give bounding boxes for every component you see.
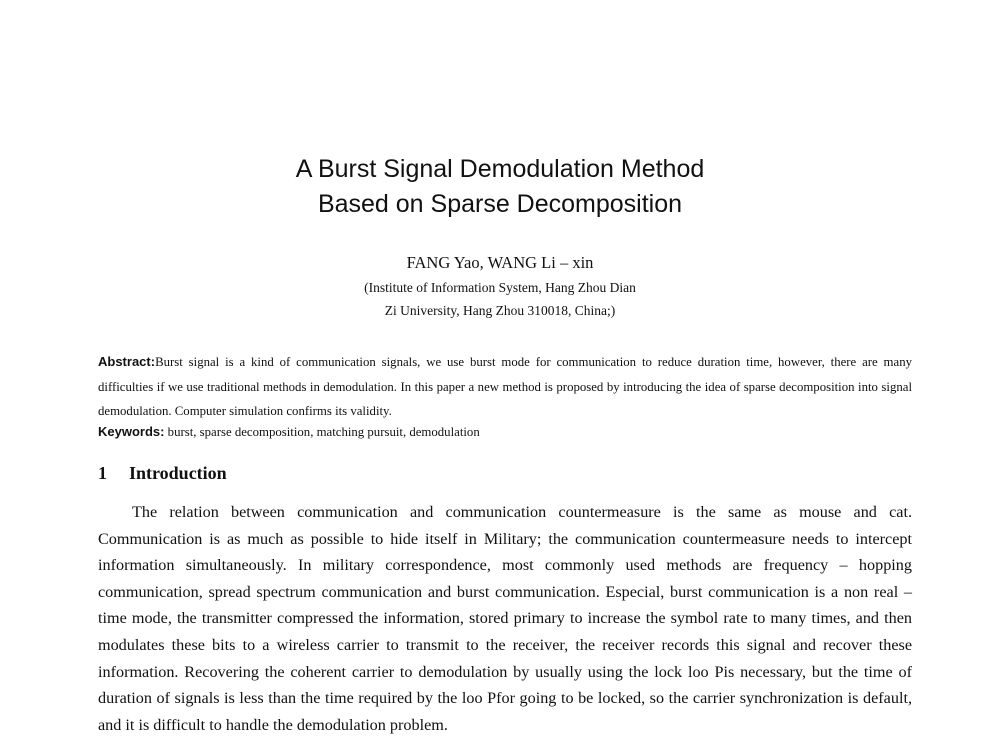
paper-title	[0, 152, 1000, 222]
affiliation	[0, 276, 1000, 322]
section-number: 1	[98, 463, 107, 483]
section-heading	[98, 460, 227, 486]
keywords	[98, 420, 912, 444]
title-line-1: A Burst Signal Demodulation Method	[295, 155, 705, 183]
title-line-2: Based on Sparse Decomposition	[317, 190, 683, 218]
abstract-text: Burst signal is a kind of communication signals, we use burst mode for communication to reduce duration time, however, there are many difficulties if we use traditional methods in demodulation. In this paper a new method is proposed by introducing the idea of sparse decomposition into signal demodulation. Computer simulation confirms its validity.	[98, 355, 912, 418]
intro-paragraph: The relation between communication and communication countermeasure is the same as mouse and cat. Communication is as much as possible to hide itself in Military; the communication countermeasure needs to intercept information simultaneously. In military correspondence, most commonly used methods are frequency – hopping communication, spread spectrum communication and burst communication. Especial, burst communication is a non real – time mode, the transmitter compressed the information, stored primary to increase the symbol rate to many times, and then modulates these bits to a wireless carrier to transmit to the receiver, the receiver records this signal and recover these information. Recovering the coherent carrier to demodulation by usually using the lock loo Pis necessary, but the time of duration of signals is less than the time required by the loo Pfor going to be locked, so the carrier synchronization is default, and it is difficult to handle the demodulation problem.	[98, 503, 912, 734]
section-title: Introduction	[129, 463, 227, 483]
affiliation-line-2: Zi University, Hang Zhou 310018, China;)	[384, 303, 616, 318]
abstract-label: Abstract:	[98, 354, 156, 369]
abstract	[98, 350, 912, 424]
keywords-text: burst, sparse decomposition, matching pursuit, demodulation	[164, 425, 480, 439]
authors: FANG Yao, WANG Li – xin	[406, 253, 594, 272]
affiliation-line-1: (Institute of Information System, Hang Zhou Dian	[364, 280, 636, 295]
keywords-label: Keywords:	[98, 424, 165, 439]
